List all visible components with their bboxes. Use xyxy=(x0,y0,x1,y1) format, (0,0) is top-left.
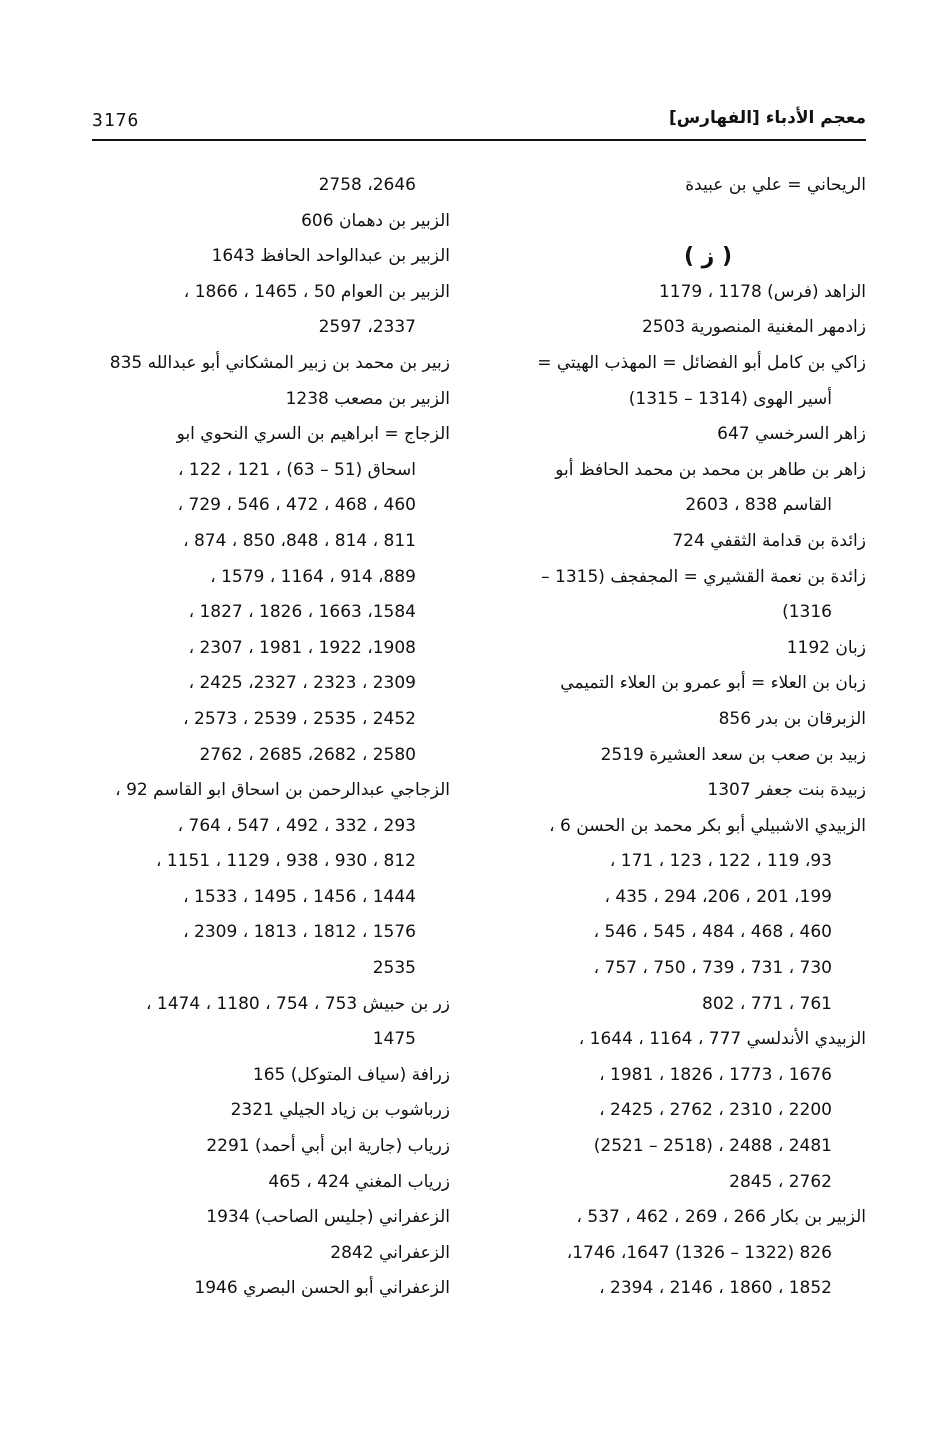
index-entry-continuation: 1444 ، 1456 ، 1495 ، 1533 ، xyxy=(183,886,416,907)
index-entry: زبيد بن صعب بن سعد العشيرة 2519 xyxy=(600,744,866,765)
index-entry: زائدة بن نعمة القشيري = المجفجف (1315 – xyxy=(541,566,866,587)
index-entry: زاكي بن كامل أبو الفضائل = المهذب الهيتي = xyxy=(537,352,866,373)
index-entry-continuation: 2646، 2758 xyxy=(318,175,416,195)
index-entry: زبان بن العلاء = أبو عمرو بن العلاء التميمي xyxy=(560,673,866,694)
section-letter-heading: ( ز ) xyxy=(683,244,733,270)
index-entry: زرباشوب بن زياد الجيلي 2321 xyxy=(230,1100,450,1121)
index-entry-continuation: 2481 ، 2488 ، (2518 – 2521) xyxy=(593,1136,832,1157)
index-entry-continuation: 2452 ، 2535 ، 2539 ، 2573 ، xyxy=(183,708,416,729)
index-entry: زاهر بن طاهر بن محمد بن محمد الحافظ أبو xyxy=(555,459,866,480)
index-entry: زرياب المغني 424 ، 465 xyxy=(268,1171,450,1192)
index-entry-continuation: القاسم 838 ، 2603 xyxy=(685,495,832,516)
index-entry: الزبرقان بن بدر 856 xyxy=(718,708,866,729)
index-entry-continuation: 1576 ، 1812 ، 1813 ، 2309 ، xyxy=(183,922,416,943)
index-entry: الزبير بن العوام 50 ، 1465 ، 1866 ، xyxy=(183,281,450,302)
index-entry-continuation: 1908، 1922 ، 1981 ، 2307 ، xyxy=(188,637,416,658)
index-entry-continuation: 761 ، 771 ، 802 xyxy=(702,993,832,1014)
index-entry-continuation: 2535 xyxy=(372,958,416,979)
index-entry-continuation: 2762 ، 2845 xyxy=(729,1171,832,1192)
index-entry: زادمهر المغنية المنصورية 2503 xyxy=(641,317,866,338)
page-header xyxy=(92,108,866,138)
index-entry: الزاهد (فرس) 1178 ، 1179 xyxy=(658,281,866,302)
index-entry-continuation: 2200 ، 2310 ، 2762 ، 2425 ، xyxy=(599,1100,832,1121)
index-entry: زرافة (سياف المتوكل) 165 xyxy=(252,1064,450,1085)
index-entry: الزجاجي عبدالرحمن بن اسحاق ابو القاسم 92 ، xyxy=(115,780,450,801)
index-entry-continuation: 812 ، 930 ، 938 ، 1129 ، 1151 ، xyxy=(156,851,416,872)
index-column-left xyxy=(88,168,450,1307)
index-entry: زبير بن محمد بن زبير المشكاني أبو عبدالله 835 xyxy=(109,352,450,373)
index-entry-continuation: 826 (1322 – 1326) 1647، 1746، xyxy=(566,1242,832,1263)
index-column-right xyxy=(490,168,866,1307)
blank-line xyxy=(490,204,866,240)
index-entry: الزبيدي الاشبيلي أبو بكر محمد بن الحسن 6 ، xyxy=(549,815,866,836)
page-number: 3176 xyxy=(92,110,140,131)
index-entry: زاهر السرخسي 647 xyxy=(717,424,866,445)
index-entry: الزبيدي الأندلسي 777 ، 1164 ، 1644 ، xyxy=(578,1029,866,1050)
index-entry: الزعفراني أبو الحسن البصري 1946 xyxy=(194,1278,450,1299)
index-entry-continuation: 2309 ، 2323 ، 2327، 2425 ، xyxy=(188,673,416,694)
index-entry: زرياب (جارية ابن أبي أحمد) 2291 xyxy=(206,1136,450,1157)
index-entry-continuation: 1676 ، 1773 ، 1826 ، 1981 ، xyxy=(599,1064,832,1085)
index-entry-continuation: 1852 ، 1860 ، 2146 ، 2394 ، xyxy=(599,1278,832,1299)
index-entry-continuation: 889، 914 ، 1164 ، 1579 ، xyxy=(210,566,416,587)
index-entry-continuation: 199، 201 ، 206، 294 ، 435 ، xyxy=(604,886,832,907)
index-entry: الريحاني = علي بن عبيدة xyxy=(685,175,866,195)
index-entry-continuation: 2337، 2597 xyxy=(318,317,416,338)
index-entry: الزبير بن دهمان 606 xyxy=(301,210,450,231)
index-entry-continuation: 730 ، 731 ، 739 ، 750 ، 757 ، xyxy=(593,958,832,979)
index-entry: زبيدة بنت جعفر 1307 xyxy=(707,780,866,801)
index-entry: الزبير بن مصعب 1238 xyxy=(285,388,450,409)
index-entry: زبان 1192 xyxy=(786,637,866,658)
index-entry-continuation: 1584، 1663 ، 1826 ، 1827 ، xyxy=(188,602,416,623)
index-entry-continuation: أسير الهوى (1314 – 1315) xyxy=(628,388,832,409)
index-entry: زر بن حبيش 753 ، 754 ، 1180 ، 1474 ، xyxy=(146,993,450,1014)
index-entry-continuation: 2580 ، 2682، 2685 ، 2762 xyxy=(199,744,416,765)
index-entry-continuation: اسحاق (51 – 63) ، 121 ، 122 ، xyxy=(178,459,416,480)
index-entry: الزجاج = ابراهيم بن السري النحوي ابو xyxy=(176,424,450,445)
index-entry: زائدة بن قدامة الثقفي 724 xyxy=(672,530,866,551)
index-entry-continuation: 460 ، 468 ، 484 ، 545 ، 546 ، xyxy=(593,922,832,943)
index-entry-continuation: 93، 119 ، 122 ، 123 ، 171 ، xyxy=(609,851,832,872)
index-entry: الزعفراني 2842 xyxy=(330,1242,450,1263)
running-title: معجم الأدباء [الفهارس] xyxy=(668,108,866,128)
header-rule xyxy=(92,139,866,141)
index-entry: الزبير بن عبدالواحد الحافظ 1643 xyxy=(211,246,450,267)
index-entry: الزبير بن بكار 266 ، 269 ، 462 ، 537 ، xyxy=(576,1207,866,1228)
index-entry-continuation: 811 ، 814 ، 848، 850 ، 874 ، xyxy=(183,530,416,551)
index-entry: الزعفراني (جليس الصاحب) 1934 xyxy=(206,1207,450,1228)
index-entry-continuation: 1475 xyxy=(372,1029,416,1050)
index-entry-continuation: 293 ، 332 ، 492 ، 547 ، 764 ، xyxy=(177,815,416,836)
index-entry-continuation: 460 ، 468 ، 472 ، 546 ، 729 ، xyxy=(177,495,416,516)
index-entry-continuation: 1316) xyxy=(782,602,832,623)
